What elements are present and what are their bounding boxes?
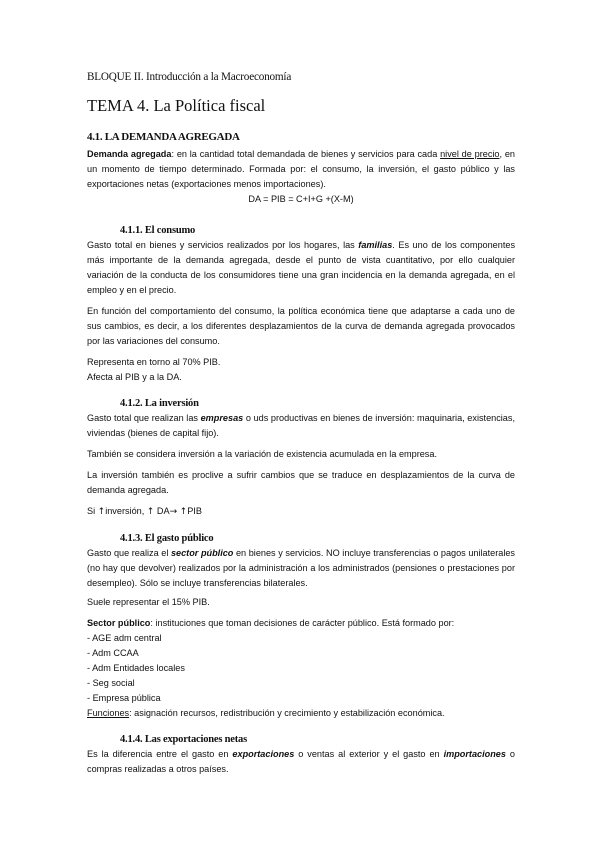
section-heading-4-1-2: 4.1.2. La inversión <box>120 398 199 409</box>
list-item: - Adm Entidades locales <box>87 663 185 673</box>
list-item: - Adm CCAA <box>87 648 139 658</box>
text-span: en bienes y servicios. NO incluye transferencias o pagos unilaterales (no hay que devolver) realizados por la administración a los administrados (pensiones o prestaciones por desempleo). Sólo se incluye transferencias bilaterales. <box>87 548 515 588</box>
formula: DA = PIB = C+I+G +(X-M) <box>248 194 354 204</box>
right-arrow-icon: → <box>169 507 178 517</box>
text-span: Si <box>87 506 98 516</box>
text-span: Gasto que realiza el <box>87 548 171 558</box>
list-item: - AGE adm central <box>87 633 162 643</box>
section-heading-4-1: 4.1. LA DEMANDA AGREGADA <box>87 131 240 143</box>
definition-term: Demanda agregada <box>87 149 172 159</box>
up-arrow-icon: ↑ <box>97 507 106 517</box>
definition-link: nivel de precio <box>440 149 500 159</box>
list-item: - Empresa pública <box>87 693 161 703</box>
list <box>87 631 515 706</box>
definition-text-a: : en la cantidad total demandada de bienes y servicios para cada <box>171 149 441 159</box>
paragraph <box>87 747 515 777</box>
paragraph: En función del comportamiento del consumo, la política económica tiene que adaptarse a cada uno de sus cambios, es decir, a los diferentes desplazamientos de la curva de demanda agregada provocados por las variaciones del consumo. <box>87 306 515 346</box>
definition-text-b: , en un momento de tiempo determinado. Formada por: el consumo, la inversión, el gasto público y las exportaciones netas (exportaciones menos importaciones). <box>87 149 515 189</box>
definition-paragraph <box>87 147 515 192</box>
text-span: DA <box>154 506 170 516</box>
text-span: o ventas al exterior y el gasto en <box>294 749 444 759</box>
paragraph: La inversión también es proclive a sufrir cambios que se traduce en desplazamientos de la curva de demanda agregada. <box>87 470 515 495</box>
text-span: Es la diferencia entre el gasto en <box>87 749 233 759</box>
up-arrow-icon: ↑ <box>179 507 188 517</box>
paragraph <box>87 616 515 631</box>
list-item: - Seg social <box>87 678 135 688</box>
text-span: PIB <box>187 506 202 516</box>
paragraph <box>87 238 515 298</box>
up-arrow-icon: ↑ <box>146 507 155 517</box>
text-span: . Es uno de los componentes más importante de la demanda agregada, desde el punto de vista cuantitativo, por ello cualquier variación de la conducta de los consumidores tiene una gran incidencia en la demanda agregada, en el empleo y en el precio. <box>87 240 516 295</box>
paragraph: Afecta al PIB y a la DA. <box>87 372 182 382</box>
emphasis: familias <box>358 240 393 250</box>
paragraph <box>87 411 515 441</box>
text-span: : instituciones que toman decisiones de carácter público. Está formado por: <box>150 618 455 628</box>
paragraph <box>87 546 515 591</box>
term: Funciones <box>87 708 130 718</box>
block-label: BLOQUE II. Introducción a la Macroeconomía <box>87 71 292 83</box>
text-span: inversión, <box>105 506 147 516</box>
paragraph <box>87 706 515 721</box>
emphasis: empresas <box>200 413 244 423</box>
text-span: o uds productivas en bienes de inversión: maquinaria, existencias, viviendas (bienes de capital fijo). <box>87 413 515 438</box>
text-span: Gasto total que realizan las <box>87 413 201 423</box>
emphasis: sector público <box>170 548 234 558</box>
text-span: Gasto total en bienes y servicios realizados por los hogares, las <box>87 240 359 250</box>
paragraph: También se considera inversión a la variación de existencia acumulada en la empresa. <box>87 449 437 459</box>
page-title: TEMA 4. La Política fiscal <box>87 96 266 115</box>
paragraph: Suele representar el 15% PIB. <box>87 597 210 607</box>
text-span: : asignación recursos, redistribución y crecimiento y estabilización económica. <box>129 708 445 718</box>
emphasis: importaciones <box>443 749 506 759</box>
emphasis: exportaciones <box>232 749 295 759</box>
document-body <box>87 130 515 777</box>
rule-line <box>87 504 515 520</box>
section-heading-4-1-1: 4.1.1. El consumo <box>120 225 196 236</box>
text-span: o compras realizadas a otros países. <box>87 749 515 774</box>
paragraph: Representa en torno al 70% PIB. <box>87 357 221 367</box>
section-heading-4-1-3: 4.1.3. El gasto público <box>120 533 214 544</box>
section-heading-4-1-4: 4.1.4. Las exportaciones netas <box>120 734 247 745</box>
term: Sector público <box>87 618 151 628</box>
